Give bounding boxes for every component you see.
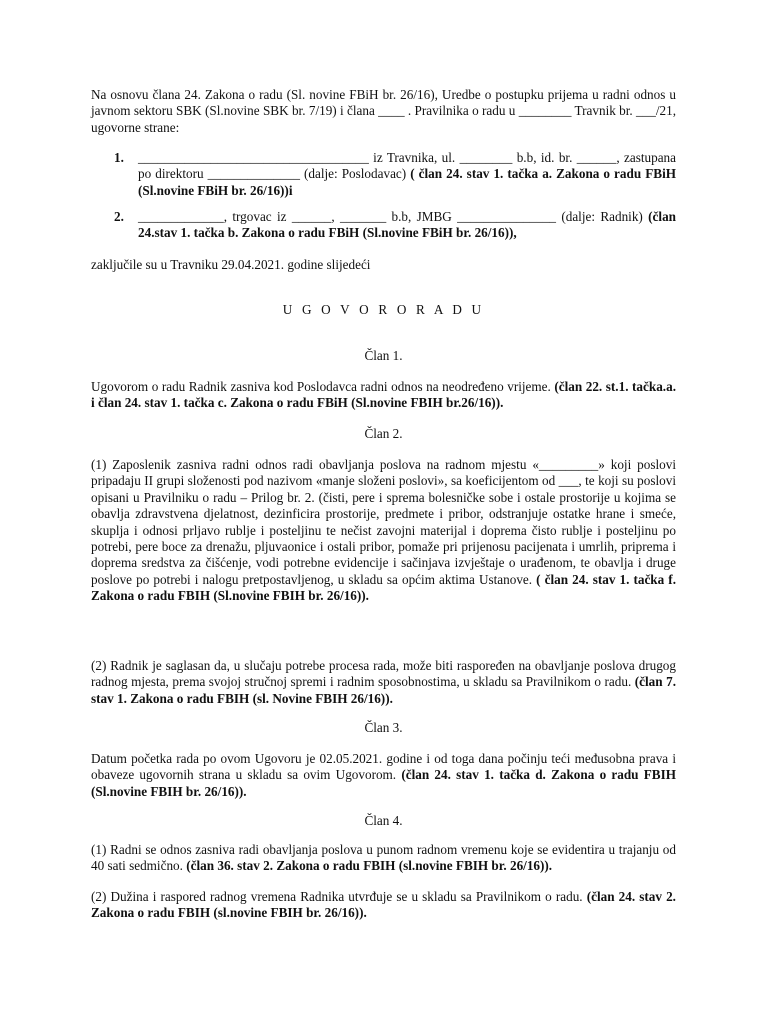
article-4-paragraph-1 — [91, 842, 676, 875]
article-4-heading: Član 4. — [364, 813, 403, 828]
article-2-paragraph-2 — [91, 658, 676, 707]
article-1-heading: Član 1. — [364, 348, 403, 363]
concluded-line: zaključile su u Travniku 29.04.2021. godine slijedeći — [91, 257, 371, 272]
paragraph-reference: (član 36. stav 2. Zakona o radu FBIH (sl.novine FBIH br. 26/16)). — [182, 858, 553, 874]
article-3-paragraph — [91, 751, 676, 800]
party-1-text: ___________________________________ iz Travnika, ul. ________ b.b, id. br. ______, zastupana po direktoru ______________ (dalje: Poslodavac) — [138, 150, 676, 182]
paragraph-text: (2) Radnik je saglasan da, u slučaju potrebe procesa rada, može biti raspoređen na obavljanje poslova drugog radnog mjesta, prema svojoj stručnoj spremi i radnim sposobnostima, u skladu sa Pravilnikom o radu. — [91, 658, 676, 690]
party-1 — [138, 150, 676, 199]
paragraph-text: (2) Dužina i raspored radnog vremena Radnika utvrđuje se u skladu sa Pravilnikom o radu. — [91, 889, 583, 904]
party-2-number: 2. — [114, 209, 124, 224]
party-1-number: 1. — [114, 150, 124, 165]
party-2-text: _____________, trgovac iz ______, _______ b.b, JMBG _______________ (dalje: Radnik) — [138, 209, 643, 224]
article-3-heading: Član 3. — [364, 720, 403, 735]
paragraph-text: Datum početka rada po ovom Ugovoru je 02.05.2021. godine i od toga dana počinju teći međusobna prava i obaveze ugovornih strana u skladu sa ovim Ugovorom. — [91, 751, 676, 783]
paragraph-text: (1) Zaposlenik zasniva radni odnos radi obavljanja poslova na radnom mjestu «_________» koji poslovi pripadaju II grupi složenosti pod nazivom «manje složeni poslovi», sa koeficijentom od ___, te koji su poslovi opisani u Pravilniku o radu – Prilog br. 2. (čisti, pere i sprema bolesničke sobe i ostale prostorije u kojima se obavlja zdravstvena djelatnost, dezinficira prostorije, predmete i pribor, odstranjuje ostatke hrane i smeće, skuplja i odnosi prljavo rublje i posteljinu te nečist zavojni materijal i doprema čisto rublje i posteljinu po potrebi, pere boce za drenažu, pljuvaonice i ostali pribor, pomaže pri prijenosu pacijenata i umrlih, priprema i doprema sredstva za čišćenje, vodi potrebne evidencije i sačinjava izvještaje o urađenom, te obavlja i druge poslove po potrebi i nalogu pretpostavljenog, u skladu sa općim aktima Ustanove. — [91, 457, 676, 587]
paragraph-text: (1) Radni se odnos zasniva radi obavljanja poslova u punom radnom vremenu koje se evidentira u trajanju od 40 sati sedmično. — [91, 842, 676, 874]
article-2-paragraph-1 — [91, 457, 676, 605]
paragraph-text: Ugovorom o radu Radnik zasniva kod Poslodavca radni odnos na neodređeno vrijeme. — [91, 379, 551, 394]
paragraph-reference: (član 22. st.1. tačka.a. i član 24. stav 1. tačka c. Zakona o radu FBiH (Sl.novine FBIH br.26/16)). — [91, 379, 676, 411]
document-title: U G O V O R O R A D U — [282, 302, 485, 317]
article-4-paragraph-2 — [91, 889, 676, 922]
intro-paragraph: Na osnovu člana 24. Zakona o radu (Sl. novine FBiH br. 26/16), Uredbe o postupku prijema u radni odnos u javnom sektoru SBK (Sl.novine SBK br. 7/19) i člana ____ . Pravilnika o radu u ________ Travnik br. ___/21, ugovorne strane: — [91, 87, 676, 135]
party-2-reference: (član 24.stav 1. tačka b. Zakona o radu FBiH (Sl.novine FBiH br. 26/16)), — [138, 209, 676, 241]
paragraph-reference: (član 24. stav 1. tačka d. Zakona o radu FBIH (Sl.novine FBIH br. 26/16)). — [91, 767, 676, 799]
paragraph-reference: ( član 24. stav 1. tačka f. Zakona o radu FBIH (Sl.novine FBIH br. 26/16)). — [91, 571, 676, 604]
paragraph-reference: (član 24. stav 2. Zakona o radu FBIH (sl.novine FBIH br. 26/16)). — [91, 889, 676, 921]
party-1-reference: ( član 24. stav 1. tačka a. Zakona o radu FBiH (Sl.novine FBiH br. 26/16))i — [138, 166, 676, 198]
party-2 — [138, 209, 676, 242]
article-2-heading: Član 2. — [364, 426, 403, 441]
paragraph-reference: (član 7. stav 1. Zakona o radu FBIH (sl. Novine FBIH 26/16)). — [91, 674, 676, 706]
article-1-paragraph — [91, 379, 676, 412]
